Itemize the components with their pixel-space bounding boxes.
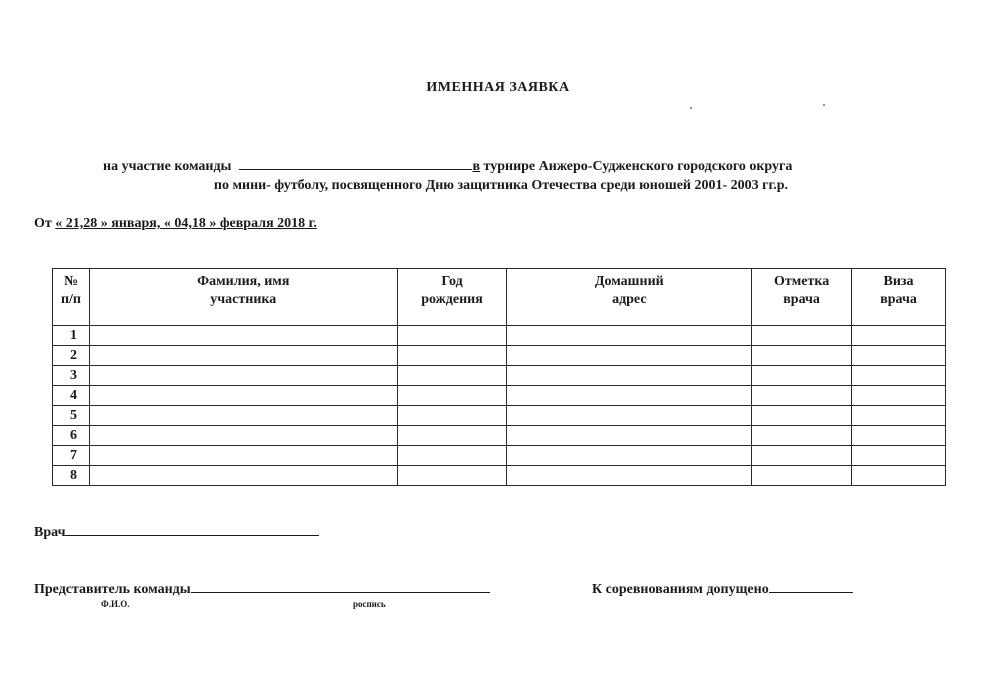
doctor-mark-cell[interactable] [752, 466, 852, 486]
row-number: 8 [53, 466, 90, 486]
table-row [53, 346, 946, 366]
birth-year-cell[interactable] [397, 386, 507, 406]
table-row [53, 426, 946, 446]
doctor-visa-cell[interactable] [852, 326, 946, 346]
name-cell[interactable] [89, 326, 397, 346]
address-cell[interactable] [507, 446, 752, 466]
application-line-1 [103, 157, 792, 175]
birth-year-cell[interactable] [397, 366, 507, 386]
table-row [53, 446, 946, 466]
address-cell[interactable] [507, 386, 752, 406]
row-number: 6 [53, 426, 90, 446]
admission-label: К соревнованиям допущено [592, 582, 769, 597]
address-cell[interactable] [507, 346, 752, 366]
header-doctor-mark: Отметка врача [752, 269, 852, 326]
doctor-visa-cell[interactable] [852, 426, 946, 446]
representative-label: Представитель команды [34, 582, 191, 597]
doctor-visa-cell[interactable] [852, 466, 946, 486]
header-address: Домашний адрес [507, 269, 752, 326]
ink-speck [823, 104, 825, 106]
tournament-text: турнире Анжеро-Судженского городского округа [483, 159, 793, 174]
team-name-blank [239, 157, 472, 170]
team-participation-label: на участие команды [103, 159, 232, 174]
doctor-label: Врач [34, 525, 66, 540]
doctor-mark-cell[interactable] [752, 346, 852, 366]
signature-caption: роспись [353, 599, 386, 609]
birth-year-cell[interactable] [397, 466, 507, 486]
representative-line [34, 580, 490, 598]
name-cell[interactable] [89, 386, 397, 406]
doctor-mark-cell[interactable] [752, 386, 852, 406]
address-cell[interactable] [507, 326, 752, 346]
name-cell[interactable] [89, 446, 397, 466]
table-row [53, 326, 946, 346]
doctor-mark-cell[interactable] [752, 326, 852, 346]
header-doctor-visa: Виза врача [852, 269, 946, 326]
document-title: ИМЕННАЯ ЗАЯВКА [426, 80, 570, 95]
row-number: 2 [53, 346, 90, 366]
birth-year-cell[interactable] [397, 326, 507, 346]
table-row [53, 386, 946, 406]
name-cell[interactable] [89, 466, 397, 486]
address-cell[interactable] [507, 406, 752, 426]
doctor-mark-cell[interactable] [752, 366, 852, 386]
birth-year-cell[interactable] [397, 406, 507, 426]
preposition-v: в [472, 159, 481, 174]
date-prefix: От [34, 216, 52, 231]
header-number: № п/п [53, 269, 90, 326]
address-cell[interactable] [507, 426, 752, 446]
ink-speck [690, 107, 692, 109]
table-row [53, 366, 946, 386]
row-number: 5 [53, 406, 90, 426]
birth-year-cell[interactable] [397, 426, 507, 446]
date-value: « 21,28 » января, « 04,18 » февраля 2018 г. [55, 216, 317, 231]
doctor-mark-cell[interactable] [752, 426, 852, 446]
row-number: 1 [53, 326, 90, 346]
representative-signature-blank[interactable] [191, 580, 490, 593]
header-birth-year: Год рождения [397, 269, 507, 326]
table-row [53, 466, 946, 486]
doctor-visa-cell[interactable] [852, 386, 946, 406]
birth-year-cell[interactable] [397, 346, 507, 366]
fio-caption: Ф.И.О. [101, 599, 130, 609]
application-line-2: по мини- футболу, посвященного Дню защитника Отечества среди юношей 2001- 2003 гг.р. [213, 178, 789, 193]
address-cell[interactable] [507, 366, 752, 386]
name-cell[interactable] [89, 366, 397, 386]
name-cell[interactable] [89, 426, 397, 446]
row-number: 4 [53, 386, 90, 406]
doctor-signature-blank[interactable] [65, 523, 319, 536]
header-name: Фамилия, имя участника [89, 269, 397, 326]
birth-year-cell[interactable] [397, 446, 507, 466]
doctor-visa-cell[interactable] [852, 346, 946, 366]
date-line [34, 216, 317, 232]
doctor-visa-cell[interactable] [852, 446, 946, 466]
doctor-visa-cell[interactable] [852, 406, 946, 426]
table-row [53, 406, 946, 426]
doctor-line [34, 523, 319, 541]
doctor-mark-cell[interactable] [752, 446, 852, 466]
doctor-mark-cell[interactable] [752, 406, 852, 426]
row-number: 3 [53, 366, 90, 386]
participants-table [52, 268, 946, 486]
admission-line [592, 580, 853, 598]
admission-blank[interactable] [769, 580, 853, 593]
doctor-visa-cell[interactable] [852, 366, 946, 386]
address-cell[interactable] [507, 466, 752, 486]
name-cell[interactable] [89, 406, 397, 426]
row-number: 7 [53, 446, 90, 466]
name-cell[interactable] [89, 346, 397, 366]
table-header-row [53, 269, 946, 326]
